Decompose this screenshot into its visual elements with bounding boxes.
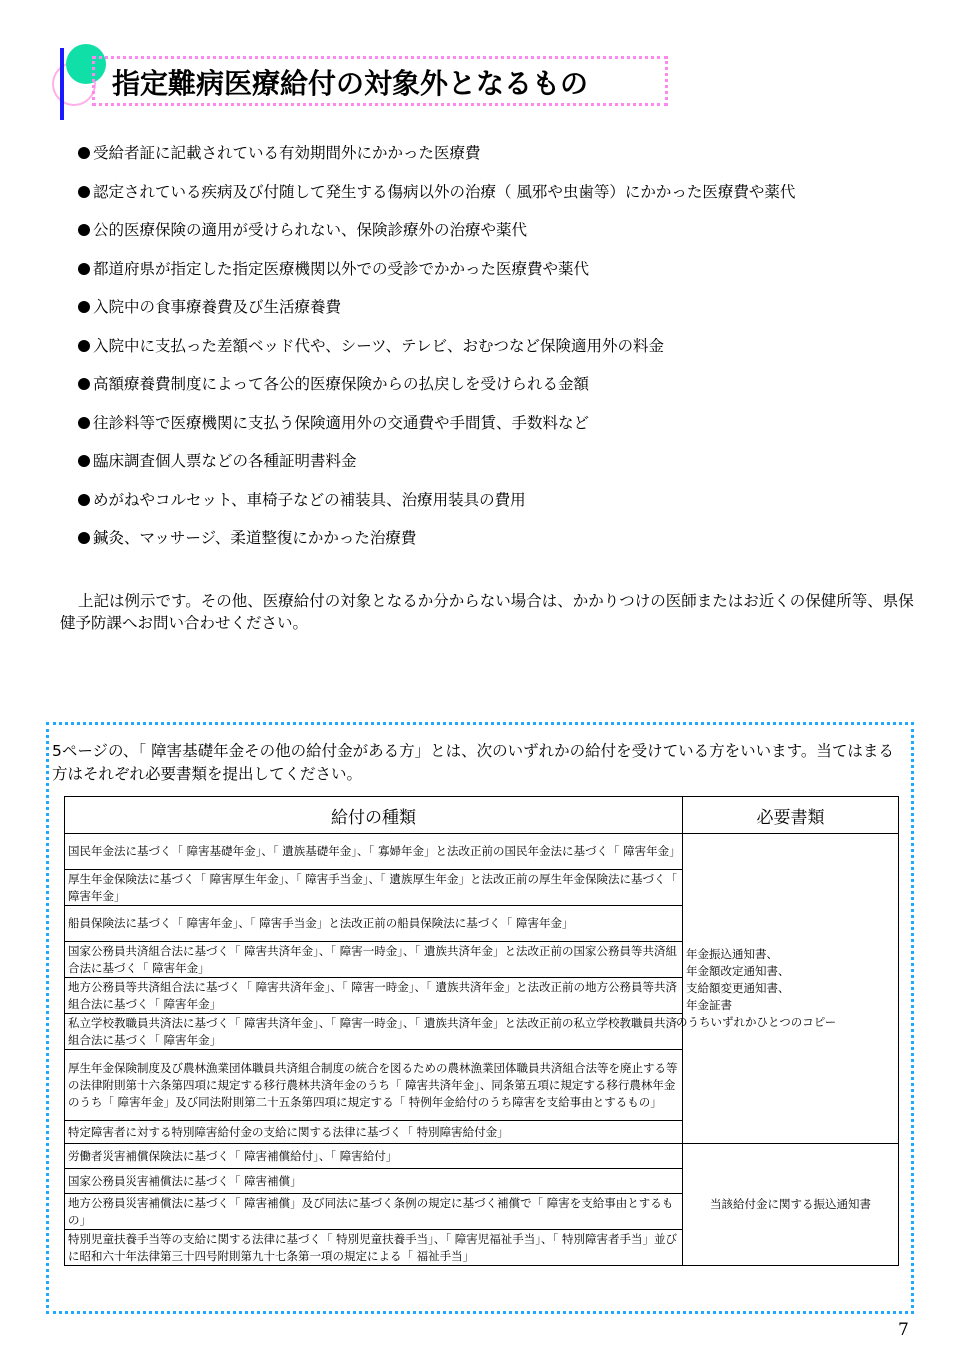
bullet-icon [78,301,90,313]
bullet-icon [78,147,90,159]
benefit-law-cell: 労働者災害補償保険法に基づく「 障害補償給付」、「 障害給付」 [65,1144,683,1169]
bullet-icon [78,340,90,352]
list-item-text: 高額療養費制度によって各公的医療保険からの払戻しを受けられる金額 [93,375,590,393]
list-item-text: 受給者証に記載されている有効期間外にかかった医療費 [93,144,481,162]
bullet-icon [78,494,90,506]
title-accent-bar [60,48,64,120]
benefit-law-cell: 国家公務員災害補償法に基づく「 障害補償」 [65,1169,683,1194]
list-item-text: 鍼灸、マッサージ、柔道整復にかかった治療費 [93,529,417,547]
list-item [78,259,938,298]
required-documents-table [64,796,899,1266]
benefit-law-cell: 厚生年金保険法に基づく「 障害厚生年金」、「 障害手当金」、「 遺族厚生年金」と法改正前の厚生年金保険法に基づく「 障害年金」 [65,870,683,906]
list-item [78,490,938,529]
doc-line: 支給額変更通知書、 [686,981,790,995]
bullet-icon [78,417,90,429]
exclusion-list [78,143,938,567]
list-item [78,528,938,567]
list-item-text: 都道府県が指定した指定医療機関以外での受診でかかった医療費や薬代 [93,259,590,278]
list-item-text: 往診料等で医療機関に支払う保険適用外の交通費や手間賃、手数料など [93,413,590,432]
list-item-text: 入院中の食事療養費及び生活療養費 [93,298,342,316]
pension-intro: 5ページの、「 障害基礎年金その他の給付金がある方」とは、次のいずれかの給付を受けている方をいいます。当てはまる方はそれぞれ必要書類を提出してください。 [52,742,894,783]
list-item [78,297,938,336]
doc-line: のうちいずれかひとつのコピー [676,1015,837,1029]
list-item [78,143,938,182]
list-item-text: めがねやコルセット、車椅子などの補装具、治療用装具の費用 [93,490,526,509]
bullet-icon [78,263,90,275]
benefit-law-cell: 地方公務員災害補償法に基づく「 障害補償」及び同法に基づく条例の規定に基づく補償で「 障害を支給事由とするもの」 [65,1194,683,1230]
bullet-icon [78,186,90,198]
page-title-block [52,44,672,112]
doc-line: 年金額改定通知書、 [686,964,790,978]
required-docs-cell-pension [676,834,899,1144]
page-number: 7 [898,1320,909,1340]
bullet-icon [78,532,90,544]
contact-note: 上記は例示です。その他、医療給付の対象となるか分からない場合は、かかりつけの医師またはお近くの保健所等、県保健予防課へお問い合わせください。 [60,592,914,632]
table-row [65,1144,899,1169]
doc-line: 年金証書 [686,998,732,1012]
bullet-icon [78,224,90,236]
list-item-text: 臨床調査個人票などの各種証明書料金 [93,452,357,470]
benefit-law-cell: 私立学校教職員共済法に基づく「 障害共済年金」、「 障害一時金」、「 遺族共済年金」と法改正前の私立学校教職員共済組合法に基づく「 障害年金」 [65,1014,683,1050]
bullet-icon [78,378,90,390]
benefit-law-cell: 厚生年金保険制度及び農林漁業団体職員共済組合制度の統合を図るための農林漁業団体職員共済組合法等を廃止する等の法律附則第十六条第四項に規定する移行農林共済年金のうち「 障害共済年金」、同条第五項に規定する移行農林年金のうち「 障害年金」及び同法附則第二十五条第四項に規定する「 特例年金給付のうち障害を支給事由とするもの」 [65,1050,683,1121]
benefit-law-cell: 特別児童扶養手当等の支給に関する法律に基づく「 特別児童扶養手当」、「 障害児福祉手当」、「 特別障害者手当」並びに昭和六十年法律第三十四号附則第九十七条第一項の規定による「 福祉手当」 [65,1230,683,1266]
benefit-law-cell: 特定障害者に対する特別障害給付金の支給に関する法律に基づく「 特別障害給付金」 [65,1121,683,1144]
benefit-law-cell: 国家公務員共済組合法に基づく「 障害共済年金」、「 障害一時金」、「 遺族共済年金」と法改正前の国家公務員等共済組合法に基づく「 障害年金」 [65,942,683,978]
list-item [78,451,938,490]
list-item-text: 公的医療保険の適用が受けられない、保険診療外の治療や薬代 [93,221,528,239]
benefit-law-cell: 地方公務員等共済組合法に基づく「 障害共済年金」、「 障害一時金」、「 遺族共済年金」と法改正前の地方公務員等共済組合法に基づく「 障害年金」 [65,978,683,1014]
benefit-law-cell: 国民年金法に基づく「 障害基礎年金」、「 遺族基礎年金」、「 寡婦年金」と法改正前の国民年金法に基づく「 障害年金」 [65,834,683,870]
table-row [65,834,899,870]
list-item [78,413,938,452]
benefit-law-cell: 船員保険法に基づく「 障害年金」、「 障害手当金」と法改正前の船員保険法に基づく「 障害年金」 [65,906,683,942]
bullet-icon [78,455,90,467]
list-item [78,182,938,221]
list-item [78,220,938,259]
list-item [78,336,938,375]
list-item [78,374,938,413]
required-docs-cell-compensation: 当該給付金に関する振込通知書 [683,1144,899,1266]
column-header-required-docs: 必要書類 [683,797,899,834]
list-item-text: 入院中に支払った差額ベッド代や、シーツ、テレビ、おむつなど保険適用外の料金 [93,336,665,355]
list-item-text: 認定されている疾病及び付随して発生する傷病以外の治療（ 風邪や虫歯等）にかかった医療費や薬代 [93,182,796,201]
page-title: 指定難病医療給付の対象外となるもの [112,67,589,100]
table-header-row [65,797,899,834]
column-header-benefit-type: 給付の種類 [65,797,683,834]
doc-line: 年金振込通知書、 [686,947,778,961]
